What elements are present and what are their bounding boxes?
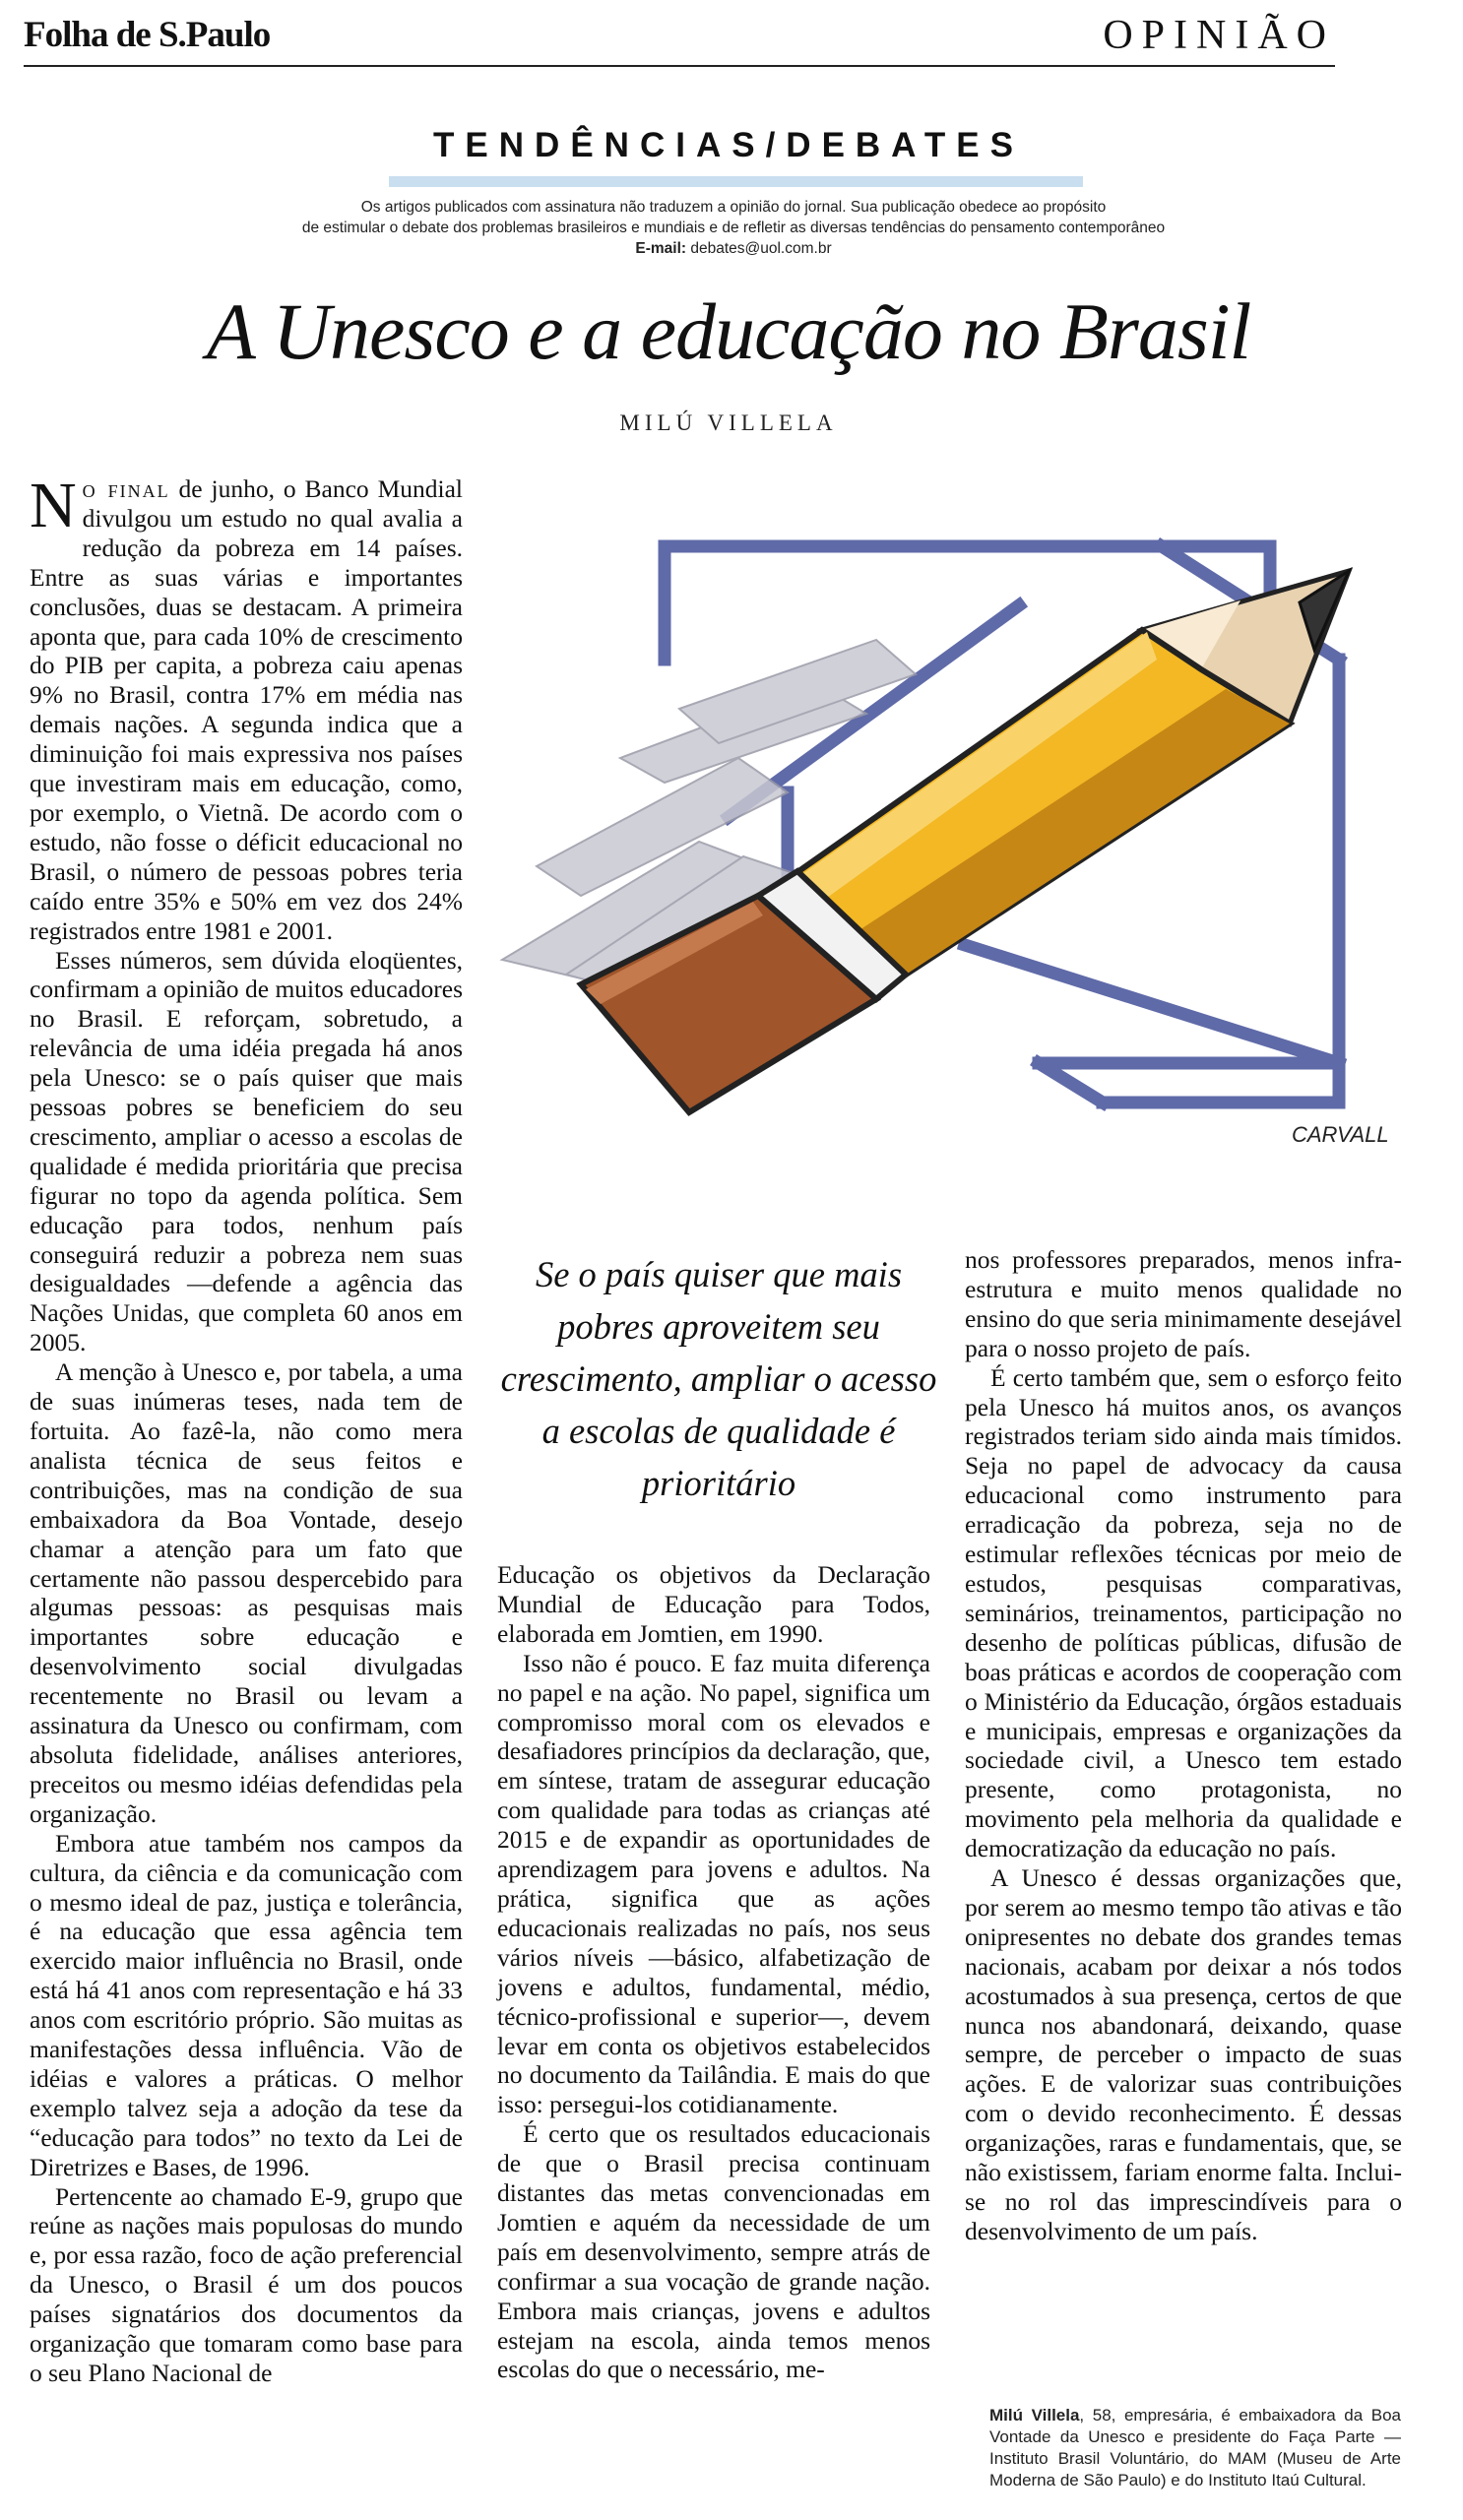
article-paragraph: Isso não é pouco. E faz muita diferença no papel e na ação. No papel, significa um compromisso moral com os elevados e desafiadores princípios da declaração, que, em síntese, tratam de assegurar educação com qualidade para todas as crianças até 2015 e de expandir as oportunidades de aprendizagem para jovens e adultos. Na prática, significa que as ações educacionais realizadas no país, nos seus vários níveis —básico, alfabetização de jovens e adultos, fundamental, médio, técnico-profissional e superior—, devem levar em conta os objetivos estabelecidos no documento da Tailândia. E mais do que isso: persegui-los cotidianamente. xyxy=(497,1648,930,2119)
contact-email xyxy=(236,238,1231,259)
article-paragraph: Educação os objetivos da Declaração Mundial de Educação para Todos, elaborada em Jomtien, em 1990. xyxy=(497,1560,930,1648)
article-paragraph: A menção à Unesco e, por tabela, a uma de suas inúmeras teses, nada tem de fortuita. Ao fazê-la, não como mera analista técnica de seus feitos e contribuições, mas na condição de sua embaixadora da Boa Vontade, desejo chamar a atenção para um fato que certamente não passou despercebido para algumas pessoas: as pesquisas mais importantes sobre educação e desenvolvimento social divulgadas recentemente no Brasil ou levam a assinatura da Unesco ou confirmam, com absoluta fidelidade, análises anteriores, preceitos ou mesmo idéias defendidas pela organização. xyxy=(30,1357,463,1828)
section-title: TENDÊNCIAS/DEBATES xyxy=(433,126,1024,164)
newspaper-logo: Folha de S.Paulo xyxy=(24,15,271,55)
article-byline: MILÚ VILLELA xyxy=(619,410,838,435)
article-paragraph: nos professores preparados, menos infra-estrutura e muito menos qualidade no ensino do que seria minimamente desejável para o nosso projeto de país. xyxy=(965,1245,1402,1362)
email-address[interactable]: debates@uol.com.br xyxy=(690,240,832,257)
article-paragraph xyxy=(30,470,463,946)
article-paragraph: É certo também que, sem o esforço feito pela Unesco há muitos anos, os avanços registrados teriam sido ainda mais tímidos. Seja no papel de advocacy da causa educacional como instrumento para erradicação da pobreza, seja no de estimular reflexões técnicas por meio de estudos, pesquisas comparativas, seminários, treinamentos, participação no desenho de políticas públicas, difusão de boas práticas e acordos de cooperação com o Ministério da Educação, órgãos estaduais e municipais, empresas e organizações da sociedade civil, a Unesco tem estado presente, como protagonista, no movimento pela melhoria da qualidade e democratização da educação no país. xyxy=(965,1362,1402,1863)
pull-quote: Se o país quiser que mais pobres aproveitem seu crescimento, ampliar o acesso a escolas de qualidade é prioritário xyxy=(500,1254,937,1503)
article-paragraph: Embora atue também nos campos da cultura, da ciência e da comunicação com o mesmo ideal de paz, justiça e tolerância, é na educação que essa agência tem exercido maior influência no Brasil, onde está há 41 anos com representação e há 33 anos com escritório próprio. São muitas as manifestações dessa influência. Vão de idéias e valores a práticas. O melhor exemplo talvez seja a adoção da tese da “educação para todos” no texto da Lei de Diretrizes e Bases, de 1996. xyxy=(30,1828,463,2181)
article-paragraph: Esses números, sem dúvida eloqüentes, confirmam a opinião de muitos educadores no Brasil. E reforçam, sobretudo, a relevância de uma idéia pregada há anos pela Unesco: se o país quiser que mais pessoas pobres se beneficiem do seu crescimento, ampliar o acesso a escolas de qualidade é medida prioritária que precisa figurar no topo da agenda política. Sem educação para todos, nenhum país conseguirá reduzir a pobreza nem suas desigualdades —defende a agência das Nações Unidas, que completa 60 anos em 2005. xyxy=(30,945,463,1357)
paragraph-text: de junho, o Banco Mundial divulgou um estudo no qual avalia a redução da pobreza em 14 países. Entre as suas várias e importantes conclusões, duas se destacam. A primeira aponta que, para cada 10% de crescimento do PIB per capita, a pobreza caiu apenas 9% no Brasil, contra 17% em média nas demais nações. A segunda indica que a diminuição foi mais expressiva nos países que investiram mais em educação, como, por exemplo, o Vietnã. De acordo com o estudo, não fosse o déficit educacional no Brasil, o número de pessoas pobres teria caído entre 35% e 50% em vez dos 24% registrados entre 1981 e 2001. xyxy=(30,474,463,945)
article-headline: A Unesco e a educação no Brasil xyxy=(206,286,1251,376)
email-label: E-mail: xyxy=(635,240,687,257)
lead-in-smallcaps: o final xyxy=(82,474,170,503)
article-paragraph: Pertencente ao chamado E-9, grupo que reúne as nações mais populosas do mundo e, por essa razão, foco de ação preferencial da Unesco, o Brasil é um dos poucos países signatários dos documentos da organização que tomaram como base para o seu Plano Nacional de xyxy=(30,2181,463,2387)
author-name: Milú Villela xyxy=(989,2406,1080,2425)
editorial-disclaimer xyxy=(236,197,1231,259)
article-column-2 xyxy=(497,1560,930,2384)
article-column-3 xyxy=(965,1245,1402,2246)
cartoonist-signature: CARVALL xyxy=(1292,1122,1389,1147)
article-paragraph: É certo que os resultados educacionais de que o Brasil precisa continuam distantes das metas convencionadas em Jomtien e aquém da necessidade de um país em desenvolvimento, sempre atrás de confirmar a sua vocação de grande nação. Embora mais crianças, jovens e adultos estejam na escola, ainda temos menos escolas do que o necessário, me- xyxy=(497,2119,930,2384)
disclaimer-line-1: Os artigos publicados com assinatura não traduzem a opinião do jornal. Sua publicação obedece ao propósito xyxy=(360,199,1107,216)
author-bio-text: , 58, empresária, é embaixadora da Boa Vontade da Unesco e presidente do Faça Parte —Instituto Brasil Voluntário, do MAM (Museu de Arte Moderna de São Paulo) e do Instituto Itaú Cultural. xyxy=(989,2406,1401,2489)
section-title-underline xyxy=(389,176,1083,187)
article-paragraph: A Unesco é dessas organizações que, por serem ao mesmo tempo tão ativas e tão onipresentes no debate dos grandes temas nacionais, acabam por deixar a nós todos acostumados à sua presença, certos de que nunca nos abandonará, deixando, quase sempre, de perceber o impacto de suas ações. E de valorizar suas contribuições com o devido reconhecimento. É dessas organizações, raras e fundamentais, que, se não existissem, fariam enorme falta. Inclui-se no rol das imprescindíveis para o desenvolvimento de um país. xyxy=(965,1863,1402,2245)
author-bio xyxy=(989,2405,1401,2491)
article-column-1 xyxy=(30,470,463,2388)
drop-cap: N xyxy=(30,470,77,541)
pencil-illustration xyxy=(492,512,1418,1152)
masthead xyxy=(24,10,1335,67)
section-name: OPINIÃO xyxy=(1103,13,1335,58)
disclaimer-line-2: de estimular o debate dos problemas brasileiros e mundiais e de refletir as diversas tendências do pensamento contemporâneo xyxy=(301,220,1166,236)
